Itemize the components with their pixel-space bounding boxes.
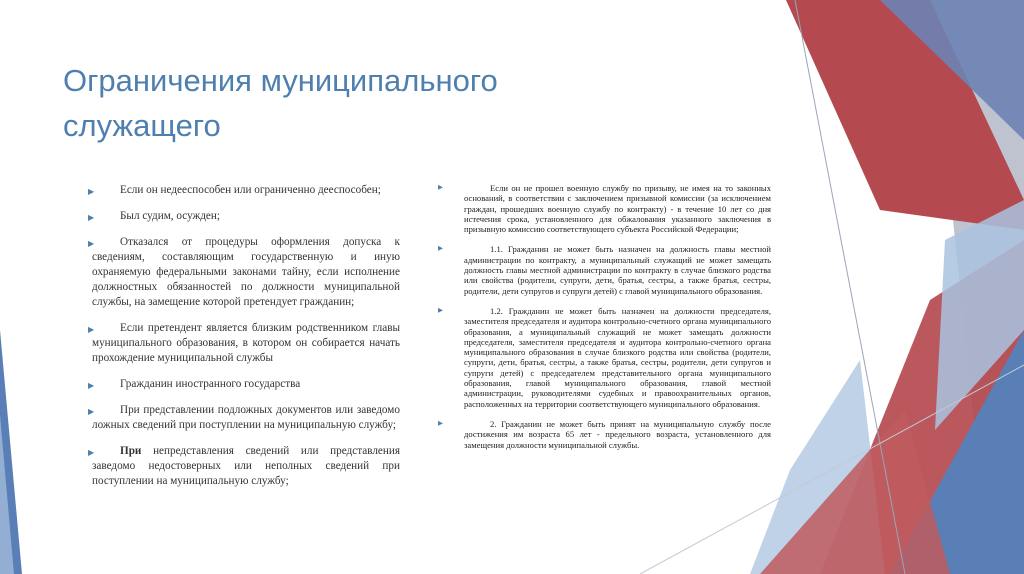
list-item: ▶ Гражданин иностранного государства (92, 377, 400, 392)
left-column (88, 183, 400, 500)
bullet-icon: ▶ (88, 187, 95, 196)
list-item: ▶ 1.2. Гражданин не может быть назначен на должности председателя, заместителя председателя и аудитора контрольно-счетного органа муниципального образования, а муниципальный служащий не может замещать должности председателя, заместителя председателя и аудитора контрольно-счетного органа муниципального образования в случае близкого родства или свойства (родители, супруги, дети, братья, сестры, а также братья, сестры, родители, дети супругов и супруги детей) с председателем представительного органа муниципального образования, главой муниципального образования, главой местной администрации, руководителями судебных и правоохранительных органов, расположенных на территории соответствующего муниципального образования. (438, 305, 771, 409)
bullet-icon: ▶ (88, 407, 95, 416)
list-item: ▶ При непредставления сведений или представления заведомо недостоверных или неполных сведений при поступлении на муниципальную службу; (88, 445, 400, 487)
slide-title: Ограничения муниципального служащего (63, 63, 498, 143)
bullet-icon: ▶ (88, 213, 95, 222)
list-item: ▶ Если он недееспособен или ограниченно дееспособен; (92, 183, 400, 198)
bullet-icon: ▶ (438, 419, 443, 427)
list-item: ▶ Был судим, осужден; (92, 209, 400, 224)
bullet-icon: ▶ (438, 245, 443, 253)
bullet-icon: ▶ (88, 381, 95, 390)
right-column (438, 183, 771, 460)
list-item: ▶ 2. Гражданин не может быть принят на муниципальную службу после достижения им возраста 65 лет - предельного возраста, установленного для замещения должности муниципальной службы. (438, 418, 771, 450)
bullet-icon: ▶ (88, 325, 95, 334)
bullet-icon: ▶ (88, 448, 95, 457)
list-item: ▶ Если претендент является близким родственником главы муниципального образования, в котором он собирается начать прохождение муниципальной службы (88, 322, 400, 364)
list-item: ▶ При представлении подложных документов или заведомо ложных сведений при поступлении на муниципальную службу; (88, 404, 400, 431)
bullet-icon: ▶ (88, 239, 95, 248)
bullet-icon: ▶ (438, 306, 443, 314)
bullet-icon: ▶ (438, 184, 443, 191)
list-item: ▶ Если он не прошел военную службу по призыву, не имея на то законных оснований, в соответствии с заключением призывной комиссии (за исключением граждан, прошедших военную службу по контракту) - в течение 10 лет со дня истечения срока, установленного для обжалования указанного заключения в призывную комиссию соответствующего субъекта Российской Федерации; (438, 183, 771, 235)
list-item: ▶ Отказался от процедуры оформления допуска к сведениям, составляющим государственную и иную охраняемую федеральными законами тайну, если исполнение должностных обязанностей по должности муниципальной службы, на замещение которой претендует гражданин; (88, 236, 400, 308)
list-item: ▶ 1.1. Гражданин не может быть назначен на должность главы местной администрации по контракту, а муниципальный служащий не может замещать должность главы местной администрации по контракту в случае близкого родства или свойства (родители, супруги, дети, братья, сестры, а также братья, сестры, родители, дети супругов и супруги детей) с главой муниципального образования. (438, 244, 771, 296)
